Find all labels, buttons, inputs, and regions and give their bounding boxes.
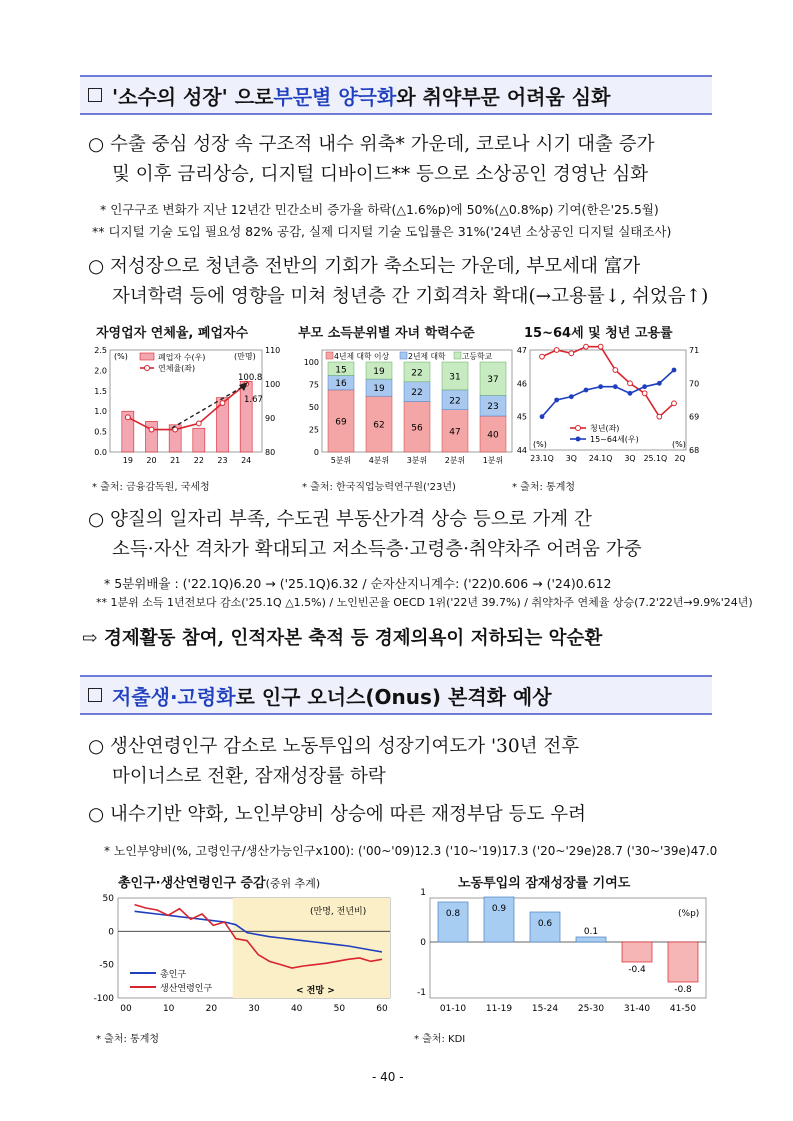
chart1-source: * 출처: 금융감독원, 국세청 [92, 482, 210, 493]
chart1-annot-rate: 1.67 [244, 395, 263, 405]
chart1-point [220, 401, 225, 406]
chart5-x-label: 31-40 [623, 1004, 651, 1014]
chart5-source: * 출처: KDI [414, 1034, 466, 1045]
note-3a: * 5분위배율 : ('22.1Q)6.20 → ('25.1Q)6.32 / 순자산지니계수: ('22)0.606 → ('24)0.612 [104, 576, 612, 591]
chart2-legend-2yr: 2년제 대학 [408, 352, 446, 361]
chart2-title: 부모 소득분위별 자녀 학력수준 [298, 326, 475, 341]
chart3-right-tick: 69 [689, 412, 700, 422]
chart5-data-label: -0.4 [628, 965, 646, 975]
chart4-unit: (만명, 전년비) [310, 907, 367, 917]
chart3-right-tick: 68 [689, 446, 700, 455]
chart3-youth-point [657, 414, 662, 419]
chart4-x-label: 20 [205, 1004, 218, 1014]
chart1-right-unit: (만명) [234, 352, 256, 361]
chart2-x-label: 1분위 [482, 456, 504, 465]
chart4-x-label: 60 [376, 1004, 388, 1014]
bullet-3 [88, 505, 642, 565]
chart2-data-label: 56 [411, 423, 423, 434]
chart3-x-label: 23.1Q [530, 454, 554, 463]
chart1-left-unit: (%) [114, 352, 128, 361]
chart3-legend-youth-marker [576, 426, 581, 431]
chart1-point [149, 427, 154, 432]
chart3-left-tick: 44 [516, 446, 527, 455]
chart2-x-label: 3분위 [406, 456, 428, 465]
chart2-source: * 출처: 한국직업능력연구원('23년) [302, 482, 456, 493]
chart1-point [196, 421, 201, 426]
conclusion: ⇨ 경제활동 참여, 인적자본 축적 등 경제의욕이 저하되는 악순환 [82, 628, 603, 649]
chart4-title-suffix: (중위 추계) [265, 877, 321, 890]
bullet-4-line1: ○ 생산연령인구 감소로 노동투입의 성장기여도가 '30년 전후 [88, 736, 580, 757]
chart1-right-tick: 110 [265, 346, 281, 355]
chart3-left-tick: 47 [516, 346, 527, 355]
chart2-tick: 0 [313, 448, 319, 457]
bullet-3-line1: ○ 양질의 일자리 부족, 수도권 부동산가격 상승 등으로 가계 간 [88, 509, 592, 530]
section1-header-highlight: 부문별 양극화 [273, 84, 397, 109]
chart4-y-tick: -50 [99, 960, 114, 971]
chart5-y-tick: 1 [420, 888, 426, 898]
chart1-x-label: 23 [217, 456, 228, 465]
chart4-population-change [88, 894, 394, 1020]
bullet-2 [88, 252, 708, 312]
chart5-data-label: -0.8 [674, 985, 692, 995]
chart5-data-label: 0.1 [583, 927, 599, 937]
chart3-age15-64-point [569, 394, 574, 399]
chart4-forecast-label: < 전망 > [296, 986, 335, 996]
chart4-x-label: 40 [290, 1004, 303, 1014]
chart4-title [118, 872, 320, 891]
chart1-right-tick: 100 [265, 380, 281, 389]
chart5-y-tick: -1 [417, 988, 426, 998]
chart1-legend-bar-swatch [140, 353, 154, 360]
chart1-x-label: 24 [241, 456, 252, 465]
bullet-1-line1: ○ 수출 중심 성장 속 구조적 내수 위축* 가운데, 코로나 시기 대출 증가 [88, 134, 655, 155]
chart2-x-label: 2분위 [444, 456, 466, 465]
chart5-x-label: 01-10 [439, 1004, 467, 1014]
note-3b: ** 1분위 소득 1년전보다 감소('25.1Q △1.5%) / 노인빈곤율 OECD 1위('22년 39.7%) / 취약차주 연체율 상승(7.2'22년→9.9%'24년) [96, 596, 753, 609]
chart2-data-label: 15 [335, 365, 347, 376]
chart3-x-label: 25.1Q [643, 454, 668, 463]
bullet-2-line1: ○ 저성장으로 청년층 전반의 기회가 축소되는 가운데, 부모세대 富가 [88, 256, 641, 277]
chart3-youth-point [569, 351, 574, 356]
chart2-data-label: 19 [373, 384, 385, 395]
chart5-bar-negative [622, 942, 652, 962]
chart2-data-label: 22 [449, 396, 461, 407]
chart5-unit: (%p) [678, 909, 700, 919]
chart3-legend-all: 15~64세(우) [590, 435, 639, 444]
chart2-legend-swatch-hs [454, 352, 461, 359]
chart3-age15-64-point [540, 414, 545, 419]
bullet-2-line2: 자녀학력 등에 영향을 미쳐 청년층 간 기회격차 확대(→고용률↓, 쉬었음↑) [112, 286, 709, 307]
bullet-4-line2: 마이너스로 전환, 잠재성장률 하락 [112, 766, 386, 787]
chart3-youth-point [642, 391, 647, 396]
chart1-left-tick: 0.0 [94, 448, 107, 457]
chart2-education-by-income [296, 344, 516, 470]
section2-header [80, 675, 712, 715]
chart4-x-label: 10 [162, 1004, 175, 1014]
chart1-legend-line-marker [145, 366, 150, 371]
chart2-tick: 25 [308, 425, 319, 435]
chart3-youth-point [540, 354, 545, 359]
chart3-x-label: 24.1Q [588, 454, 613, 463]
chart1-legend-line: 연체율(좌) [158, 364, 196, 373]
chart2-legend-swatch-4yr [326, 352, 333, 359]
chart3-legend-all-marker [576, 437, 581, 442]
chart5-y-tick: 0 [420, 938, 426, 948]
chart5-data-label: 0.9 [491, 904, 507, 914]
chart4-x-label: 30 [248, 1004, 260, 1014]
chart4-x-label: 00 [120, 1004, 132, 1014]
note-1a: * 인구구조 변화가 지난 12년간 민간소비 증가율 하락(△1.6%p)에 50%(△0.8%p) 기여(한은'25.5월) [100, 202, 659, 217]
chart3-right-tick: 70 [689, 379, 700, 389]
chart3-right-unit: (%) [672, 440, 686, 449]
bullet-1 [88, 130, 655, 190]
chart3-age15-64-point [613, 384, 618, 389]
chart5-labor-contribution [408, 888, 710, 1020]
chart2-data-label: 69 [335, 417, 347, 428]
chart5-x-label: 15-24 [531, 1004, 559, 1014]
chart4-y-tick: 50 [102, 894, 114, 904]
section1-header-prefix: '소수의 성장' 으로 [112, 84, 274, 109]
chart4-y-tick: -100 [93, 994, 114, 1004]
chart3-x-label: 3Q [565, 454, 577, 463]
chart4-legend-total: 총인구 [160, 970, 187, 980]
chart3-age15-64-point [642, 384, 647, 389]
chart5-x-label: 25-30 [577, 1004, 605, 1014]
chart5-data-label: 0.6 [537, 919, 553, 929]
chart3-age15-64-point [598, 384, 603, 389]
chart2-data-label: 16 [335, 379, 347, 390]
chart4-x-label: 50 [333, 1004, 346, 1014]
chart2-legend-4yr: 4년제 대학 이상 [334, 352, 390, 361]
chart1-left-tick: 1.0 [94, 407, 107, 417]
chart5-x-label: 11-19 [485, 1004, 513, 1014]
chart3-youth-point [628, 381, 633, 386]
chart5-x-label: 41-50 [669, 1004, 697, 1014]
chart1-bar [146, 421, 158, 452]
section2-header-suffix: 로 인구 오너스(Onus) 본격화 예상 [235, 684, 552, 709]
chart2-data-label: 22 [411, 368, 423, 379]
chart3-age15-64-point [554, 398, 559, 403]
chart1-right-tick: 80 [265, 448, 276, 457]
chart2-data-label: 22 [411, 388, 423, 399]
chart2-data-label: 19 [373, 367, 385, 378]
chart2-legend-hs: 고등학교 [462, 352, 493, 361]
chart3-left-tick: 46 [516, 379, 527, 389]
chart1-left-tick: 1.5 [94, 386, 107, 396]
chart2-data-label: 23 [487, 402, 499, 413]
chart3-age15-64-point [672, 368, 677, 373]
chart1-left-tick: 2.5 [94, 346, 107, 355]
chart3-title: 15~64세 및 청년 고용률 [524, 326, 673, 341]
chart3-youth-point [554, 348, 559, 353]
chart3-age15-64-point [657, 381, 662, 386]
chart1-bar [193, 428, 205, 452]
chart5-bar-positive [438, 902, 468, 942]
chart3-x-label: 2Q [674, 454, 686, 463]
chart2-data-label: 62 [373, 420, 385, 431]
chart4-source: * 출처: 통계청 [96, 1034, 160, 1045]
chart1-right-tick: 90 [265, 414, 276, 423]
chart1-left-tick: 2.0 [94, 366, 107, 376]
checkbox-square-icon [88, 88, 102, 102]
chart2-tick: 75 [308, 380, 319, 390]
chart1-x-label: 19 [122, 456, 133, 465]
note-5: * 노인부양비(%, 고령인구/생산가능인구x100): ('00~'09)12.3 ('10~'19)17.3 ('20~'29e)28.7 ('30~'39e)47.0 [104, 844, 718, 858]
chart1-x-label: 20 [146, 456, 157, 465]
section2-header-highlight: 저출생·고령화 [112, 684, 236, 709]
chart5-bar-negative [668, 942, 698, 982]
chart4-legend-working: 생산연령인구 [160, 984, 213, 994]
chart2-x-label: 5분위 [330, 456, 352, 465]
note-1b: ** 디지털 기술 도입 필요성 82% 공감, 실제 디지털 기술 도입률은 31%('24년 소상공인 디지털 실태조사) [92, 224, 672, 239]
chart2-data-label: 40 [487, 430, 499, 441]
page-number: - 40 - [372, 1070, 404, 1084]
bullet-5 [88, 800, 586, 830]
chart3-right-tick: 71 [689, 346, 700, 355]
chart3-employment-rate [508, 344, 708, 470]
section1-header-suffix: 와 취약부문 어려움 심화 [396, 84, 611, 109]
bullet-4 [88, 732, 579, 792]
chart4-title-main: 총인구·생산연령인구 증감 [118, 876, 266, 891]
chart3-age15-64-point [584, 388, 589, 393]
chart3-legend-youth: 청년(좌) [590, 424, 620, 433]
section1-header [80, 75, 712, 115]
chart2-data-label: 37 [487, 375, 499, 386]
chart2-x-label: 4분위 [368, 456, 390, 465]
chart3-youth-point [598, 344, 603, 349]
chart1-legend-bar: 폐업자 수(우) [158, 353, 206, 362]
chart3-left-tick: 45 [516, 412, 527, 422]
chart3-x-label: 3Q [624, 454, 636, 463]
chart1-title: 자영업자 연체율, 폐업자수 [96, 326, 249, 341]
chart3-youth-point [672, 401, 677, 406]
chart2-tick: 50 [308, 403, 319, 412]
chart4-y-tick: 0 [108, 927, 114, 938]
chart5-bar-positive [576, 937, 606, 942]
chart3-age15-64-point [628, 391, 633, 396]
chart5-title: 노동투입의 잠재성장률 기여도 [458, 876, 631, 891]
chart1-point [125, 415, 130, 420]
chart1-x-label: 21 [170, 456, 181, 465]
chart3-source: * 출처: 통계청 [512, 482, 576, 493]
bullet-5-line1: ○ 내수기반 약화, 노인부양비 상승에 따른 재정부담 등도 우려 [88, 804, 586, 825]
chart2-legend-swatch-2yr [400, 352, 407, 359]
chart1-delinquency-closures [84, 344, 294, 470]
chart2-data-label: 31 [449, 372, 461, 383]
chart2-data-label: 47 [449, 427, 461, 438]
chart3-youth-point [613, 368, 618, 373]
chart1-annot-closures: 100.8 [238, 373, 263, 383]
chart3-left-unit: (%) [533, 440, 547, 449]
chart1-x-label: 22 [193, 456, 204, 465]
checkbox-square-icon [88, 688, 102, 702]
bullet-1-line2: 및 이후 금리상승, 디지털 디바이드** 등으로 소상공인 경영난 심화 [112, 164, 649, 185]
chart1-bar [240, 381, 252, 452]
bullet-3-line2: 소득·자산 격차가 확대되고 저소득층·고령층·취약차주 어려움 가중 [112, 539, 642, 560]
chart5-data-label: 0.8 [445, 909, 461, 919]
chart5-frame [430, 898, 706, 998]
chart2-tick: 100 [303, 358, 319, 367]
chart1-left-tick: 0.5 [94, 427, 107, 437]
chart3-youth-point [584, 344, 589, 349]
